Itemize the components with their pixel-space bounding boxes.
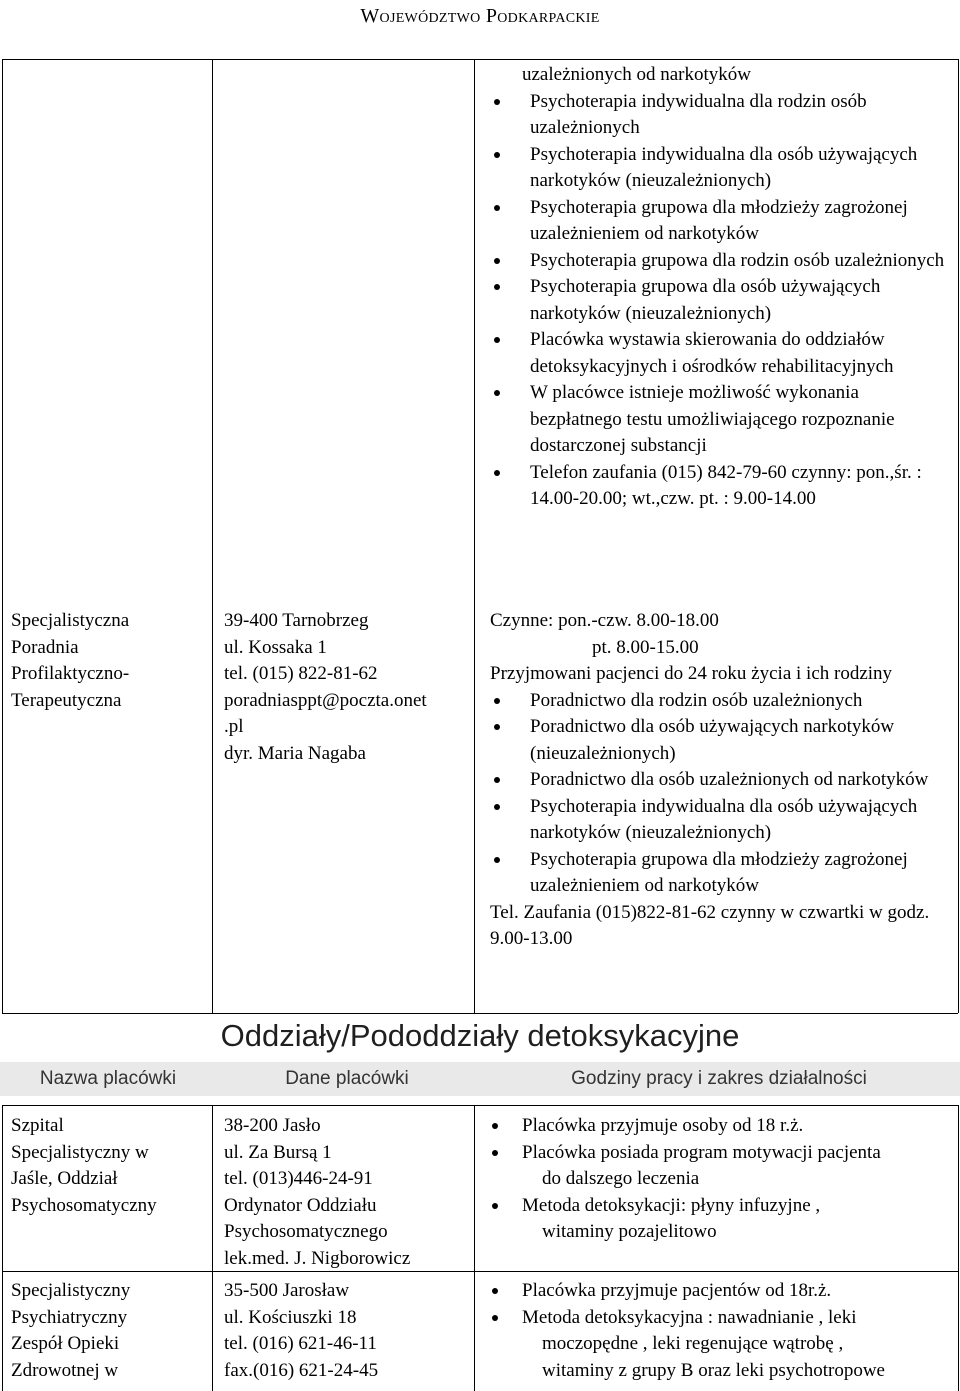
admission-note: Przyjmowani pacjenci do 24 roku życia i ich rodziny: [490, 663, 893, 684]
list-item: Psychoterapia indywidualna dla osób używających narkotyków (nieuzależnionych): [490, 142, 952, 195]
details-line: fax.(016) 621-24-45: [224, 1359, 379, 1381]
list-item: Poradnictwo dla rodzin osób uzależnionych: [490, 688, 952, 715]
row4-activity-list: [488, 1278, 954, 1384]
row3-activities: [488, 1113, 954, 1246]
name-line: Specjalistyczny w: [11, 1141, 149, 1163]
column-header-name: Nazwa placówki: [39, 1068, 177, 1089]
helpline-note: Tel. Zaufania (015)822-81-62 czynny w czwartki w godz. 9.00-13.00: [490, 901, 930, 949]
details-line: tel. (013)446-24-91: [224, 1168, 373, 1189]
name-line: Psychiatryczny: [11, 1306, 128, 1328]
list-item: [488, 1140, 954, 1193]
details-line: 38-200 Jasło: [224, 1115, 321, 1136]
row1-activities: [490, 62, 952, 513]
name-line: Zdrowotnej w: [11, 1359, 119, 1381]
list-item: [488, 1305, 954, 1385]
lower-table-border-left: [2, 1105, 3, 1391]
name-line: Szpital: [11, 1115, 64, 1136]
row4-activities: [488, 1278, 954, 1384]
row2-activities: [490, 608, 952, 953]
item-text: Placówka przyjmuje pacjentów od 18r.ż.: [522, 1280, 832, 1301]
table-border-left: [2, 59, 3, 1013]
details-line: ul. Za Bursą 1: [224, 1141, 332, 1163]
list-item: [488, 1193, 954, 1246]
list-item: Telefon zaufania (015) 842-79-60 czynny: pon.,śr. : 14.00-20.00; wt.,czw. pt. : 9.00-14.00: [490, 460, 952, 513]
item-text-continued: do dalszego leczenia: [542, 1168, 700, 1189]
list-item: Psychoterapia grupowa dla młodzieży zagrożonej uzależnieniem od narkotyków: [490, 847, 952, 900]
opening-hours-friday: pt. 8.00-15.00: [592, 636, 699, 658]
item-text: Metoda detoksykacyjna : nawadnianie , leki: [522, 1306, 857, 1328]
name-line: Zespół Opieki: [11, 1333, 120, 1354]
row2-facility-name: [11, 608, 207, 714]
row1-activity-list: [490, 89, 952, 513]
opening-hours: Czynne: pon.-czw. 8.00-18.00: [490, 610, 719, 631]
details-line: ul. Kossaka 1: [224, 636, 327, 658]
lower-table-border-top: [2, 1105, 958, 1106]
row4-facility-name: [11, 1278, 207, 1384]
list-item: Poradnictwo dla osób uzależnionych od narkotyków: [490, 767, 952, 794]
row4-facility-details: [224, 1278, 472, 1384]
details-line: ul. Kościuszki 18: [224, 1306, 357, 1328]
table-border-right: [958, 59, 959, 1013]
list-item: Placówka wystawia skierowania do oddziałów detoksykacyjnych i ośrodków rehabilitacyjnych: [490, 327, 952, 380]
name-line: Jaśle, Oddział: [11, 1168, 118, 1189]
name-line: Psychosomatyczny: [11, 1194, 157, 1216]
table-border-top: [2, 59, 958, 60]
name-line: Profilaktyczno-: [11, 663, 130, 684]
list-item: Psychoterapia indywidualna dla rodzin osób uzależnionych: [490, 89, 952, 142]
details-line: Ordynator Oddziału: [224, 1194, 377, 1216]
item-text: Placówka przyjmuje osoby od 18 r.ż.: [522, 1115, 804, 1136]
column-divider-1: [212, 59, 213, 1013]
list-item: [488, 1278, 954, 1305]
row2-activity-list: [490, 688, 952, 900]
name-line: Poradnia: [11, 636, 79, 658]
list-item: [488, 1113, 954, 1140]
name-line: Specjalistyczna: [11, 610, 130, 631]
details-line: Psychosomatycznego: [224, 1221, 388, 1242]
list-item: Psychoterapia grupowa dla osób używających narkotyków (nieuzależnionych): [490, 274, 952, 327]
list-item: Psychoterapia indywidualna dla osób używających narkotyków (nieuzależnionych): [490, 794, 952, 847]
details-line: tel. (015) 822-81-62: [224, 663, 378, 684]
details-line: dyr. Maria Nagaba: [224, 742, 366, 764]
table-border-bottom: [2, 1013, 958, 1014]
row2-facility-details: [224, 608, 472, 767]
row3-facility-name: [11, 1113, 207, 1219]
item-text-continued: witaminy z grupy B oraz leki psychotropowe: [542, 1359, 885, 1381]
email-link[interactable]: poradniasppt@poczta.onet: [224, 689, 427, 711]
column-header-details: Dane placówki: [285, 1068, 409, 1089]
item-text-continued: witaminy pozajelitowo: [542, 1221, 717, 1242]
page-header: Województwo Podkarpackie: [360, 5, 600, 27]
list-item: Psychoterapia grupowa dla młodzieży zagrożonej uzależnieniem od narkotyków: [490, 195, 952, 248]
row3-facility-details: [224, 1113, 472, 1272]
row1-intro: uzależnionych od narkotyków: [522, 64, 751, 85]
section-title: Oddziały/Pododdziały detoksykacyjne: [220, 1018, 740, 1053]
email-link-cont[interactable]: .pl: [224, 716, 244, 737]
name-line: Terapeutyczna: [11, 689, 122, 711]
column-divider-2: [474, 59, 475, 1013]
list-item: Psychoterapia grupowa dla rodzin osób uzależnionych: [490, 248, 952, 275]
row3-activity-list: [488, 1113, 954, 1246]
item-text: Placówka posiada program motywacji pacjenta: [522, 1141, 881, 1163]
list-item: W placówce istnieje możliwość wykonania bezpłatnego testu umożliwiającego rozpoznanie dostarczonej substancji: [490, 380, 952, 460]
item-text: Metoda detoksykacji: płyny infuzyjne ,: [522, 1194, 821, 1216]
list-item: Poradnictwo dla osób używających narkotyków (nieuzależnionych): [490, 714, 952, 767]
column-header-activities: Godziny pracy i zakres działalności: [571, 1068, 867, 1089]
lower-table-border-right: [958, 1105, 959, 1391]
lower-column-divider-1: [212, 1105, 213, 1391]
details-line: lek.med. J. Nigborowicz: [224, 1247, 411, 1269]
details-line: tel. (016) 621-46-11: [224, 1333, 377, 1354]
lower-row-divider: [2, 1271, 958, 1272]
lower-column-divider-2: [474, 1105, 475, 1391]
details-line: 35-500 Jarosław: [224, 1280, 350, 1301]
item-text-continued: moczopędne , leki regenujące wątrobę ,: [542, 1333, 844, 1354]
details-line: 39-400 Tarnobrzeg: [224, 610, 369, 631]
name-line: Specjalistyczny: [11, 1280, 131, 1301]
